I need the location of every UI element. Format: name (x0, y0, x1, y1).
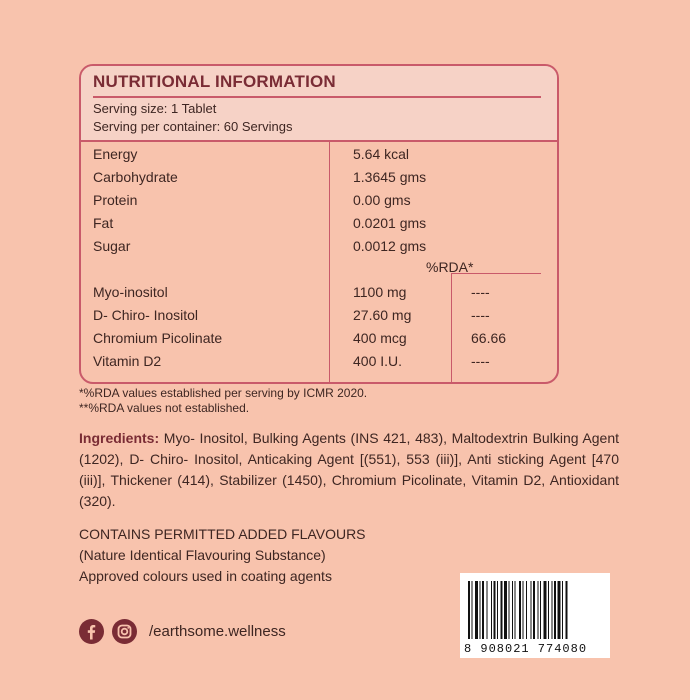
active-value: 400 mcg (353, 330, 407, 346)
ingredients-paragraph (79, 428, 619, 512)
active-rda: 66.66 (471, 330, 507, 346)
colours-statement: Approved colours used in coating agents (79, 568, 332, 584)
instagram-icon[interactable] (112, 619, 137, 644)
active-name: D- Chiro- Inositol (93, 307, 199, 323)
social-handle[interactable]: /earthsome.wellness (149, 623, 286, 640)
nutrient-name: Sugar (93, 238, 131, 254)
active-rda: ---- (471, 353, 490, 369)
active-value: 27.60 mg (353, 307, 412, 323)
serving-size: Serving size: 1 Tablet (93, 101, 217, 116)
active-value: 400 I.U. (353, 353, 403, 369)
active-rda: ---- (471, 284, 490, 300)
social-row (79, 619, 286, 644)
flavouring-substance: (Nature Identical Flavouring Substance) (79, 547, 326, 563)
column-divider (329, 142, 330, 384)
ingredients-label: Ingredients: (79, 430, 160, 446)
ingredients-text: Myo- Inositol, Bulking Agents (INS 421, 483), Maltodextrin Bulking Agent (1202), D- Chiro- Inositol, Anticaking Agent [(551), 553 (iii)], Anti sticking Agent [470 (iii)], Thickener (414), Stabilizer (1450), Chromium Picolinate, Vitamin D2, Antioxidant (320). (79, 430, 619, 509)
barcode-number: 8 908021 774080 (464, 642, 588, 656)
active-rda: ---- (471, 307, 490, 323)
nutrition-title: NUTRITIONAL INFORMATION (93, 72, 541, 98)
active-value: 1100 mg (353, 284, 407, 300)
barcode-bars (466, 581, 604, 639)
nutrient-value: 0.0201 gms (353, 215, 427, 231)
nutrient-name: Fat (93, 215, 114, 231)
nutrition-panel (79, 64, 559, 384)
rda-header: %RDA* (426, 259, 474, 275)
flavours-statement: CONTAINS PERMITTED ADDED FLAVOURS (79, 526, 366, 542)
rda-notes (79, 386, 367, 416)
nutrient-name: Carbohydrate (93, 169, 178, 185)
nutrient-value: 0.00 gms (353, 192, 411, 208)
nutrient-value: 5.64 kcal (353, 146, 410, 162)
rda-note-not-established: **%RDA values not established. (79, 401, 250, 415)
rda-note-established: *%RDA values established per serving by ICMR 2020. (79, 386, 368, 400)
facebook-icon[interactable] (79, 619, 104, 644)
nutrient-value: 1.3645 gms (353, 169, 427, 185)
nutrient-value: 0.0012 gms (353, 238, 427, 254)
barcode (460, 573, 610, 658)
active-name: Vitamin D2 (93, 353, 162, 369)
nutrient-name: Protein (93, 192, 138, 208)
rda-column-divider (451, 273, 452, 384)
active-name: Chromium Picolinate (93, 330, 223, 346)
active-name: Myo-inositol (93, 284, 168, 300)
serving-per-container: Serving per container: 60 Servings (93, 119, 293, 134)
nutrition-header (81, 66, 557, 142)
contains-block (79, 524, 366, 587)
nutrient-name: Energy (93, 146, 138, 162)
